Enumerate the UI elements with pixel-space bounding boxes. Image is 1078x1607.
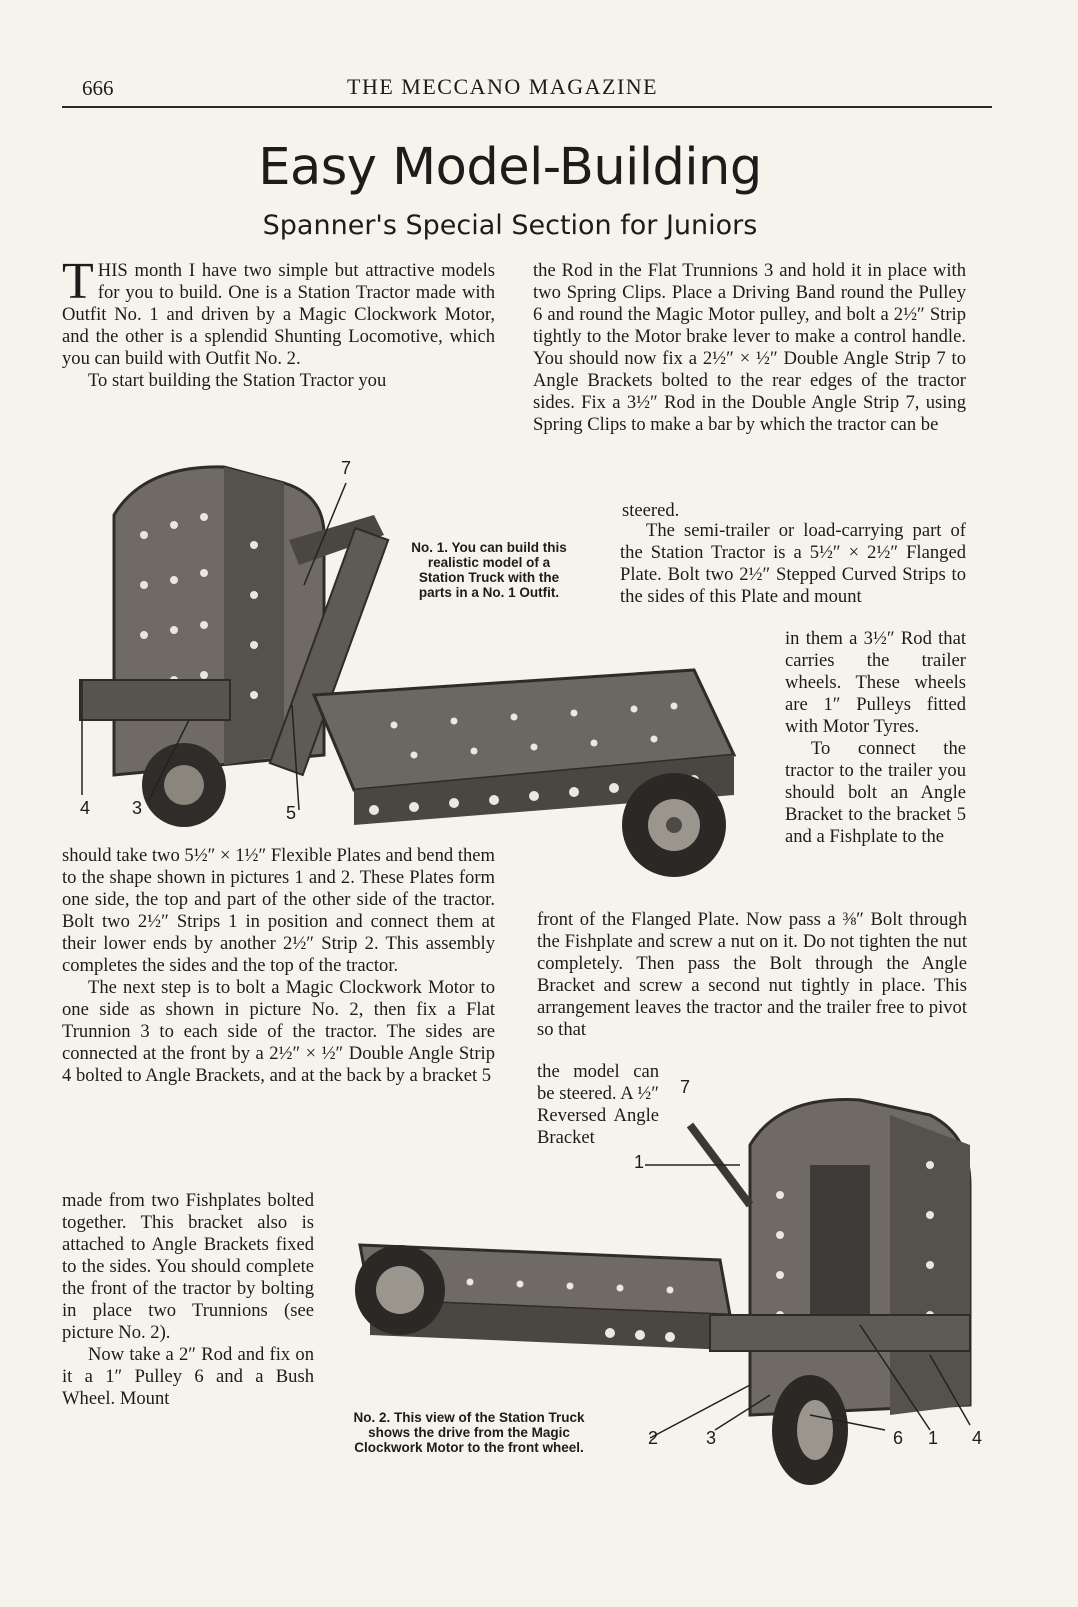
rod-pulley-text: Now take a 2″ Rod and fix on it a 1″ Pulley 6 and a Bush Wheel. Mount <box>62 1344 314 1409</box>
fig1-callout-4: 4 <box>80 798 91 818</box>
col1-top <box>62 253 495 392</box>
col2-bottom <box>537 909 967 1041</box>
figure-1-caption: No. 1. You can build this realistic model of a Station Truck with the parts in a No. 1 Outfit. <box>411 540 567 600</box>
trailer-wheels-text: in them a 3½″ Rod that carries the trailer wheels. These wheels are 1″ Pulleys fitted with Motor Tyres. <box>785 628 966 737</box>
article-subtitle: Spanner's Special Section for Juniors <box>262 210 758 241</box>
fig2-callout-2: 2 <box>648 1428 659 1448</box>
header-rule <box>62 106 992 108</box>
fig2-callout-6: 6 <box>893 1428 904 1448</box>
connect-text: To connect the tractor to the trailer you should bolt an Angle Bracket to the bracket 5 and a Fishplate to the <box>785 738 966 847</box>
rod-paragraph: the Rod in the Flat Trunnions 3 and hold it in place with two Spring Clips. Place a Driving Band round the Pulley 6 and round the Magic Motor pulley, and bolt a 2½″ Strip tightly to the Motor brake lever to make a control handle. You should now fix a 2½″ × ½″ Double Angle Strip 7 to Angle Brackets bolted to the rear edges of the tractor sides. Fix a 3½″ Rod in the Double Angle Strip 7, using Spring Clips to make a bar by which the tractor can be <box>533 260 966 435</box>
semi-trailer-text: The semi-trailer or load-carrying part of the Station Tractor is a 5½″ × 2½″ Flanged Plate. Bolt two 2½″ Stepped Curved Strips to the sides of this Plate and mount <box>620 520 966 607</box>
col2-top <box>533 260 966 436</box>
article-title: Easy Model-Building <box>258 138 762 197</box>
fig2-callout-3: 3 <box>706 1428 717 1448</box>
fig2-callout-1b: 1 <box>928 1428 939 1448</box>
col1-narrow <box>62 1190 314 1410</box>
motor-paragraph: The next step is to bolt a Magic Clockwork Motor to one side as shown in picture No. 2, then fix a Flat Trunnion 3 to each side of the tractor. The sides are connected at the front by a 2½″ × ½″ Double Angle Strip 4 bolted to Angle Brackets, and at the back by a bracket 5 <box>62 977 495 1086</box>
running-title: THE MECCANO MAGAZINE <box>347 74 659 99</box>
fig2-callout-1: 1 <box>634 1152 645 1172</box>
col1-mid <box>62 845 495 1087</box>
fig1-callout-5: 5 <box>286 803 297 823</box>
fishplates-text: made from two Fishplates bolted together. This bracket also is attached to Angle Brackets fixed to the sides. You should complete the front of the tractor by bolting in place two Trunnions (see picture No. 2). <box>62 1190 314 1343</box>
fig1-callout-7: 7 <box>341 458 352 478</box>
steered-line: steered. <box>622 500 680 521</box>
bolt-paragraph: front of the Flanged Plate. Now pass a ⅜″ Bolt through the Fishplate and screw a nut on it. Do not tighten the nut completely. Then pass the Bolt through the Angle Bracket and screw a second nut tightly in place. This arrangement leaves the tractor and the trailer free to pivot so that <box>537 909 967 1040</box>
figure-2-caption: No. 2. This view of the Station Truck shows the drive from the Magic Clockwork Motor to the front wheel. <box>353 1410 585 1455</box>
fig2-callout-7: 7 <box>680 1077 691 1097</box>
drop-cap: T <box>62 253 94 310</box>
reversed-bracket-text: the model can be steered. A ½″ Reversed Angle Bracket <box>537 1061 659 1148</box>
fig1-callout-3: 3 <box>132 798 143 818</box>
page-number: 666 <box>82 76 114 100</box>
fig2-callout-4: 4 <box>972 1428 983 1448</box>
start-paragraph: To start building the Station Tractor you <box>88 370 387 391</box>
figure-1-station-tractor <box>74 455 834 880</box>
flexible-plates-paragraph: should take two 5½″ × 1½″ Flexible Plates and bend them to the shape shown in pictures 1 and 2. These Plates form one side, the top and part of the other side of the tractor. Bolt two 2½″ Strips 1 in position and connect them at their lower ends by another 2½″ Strip 2. This assembly completes the sides and the top of the tractor. <box>62 845 495 976</box>
intro-paragraph: HIS month I have two simple but attractive models for you to build. One is a Station Tractor made with Outfit No. 1 and driven by a Magic Clockwork Motor, and the other is a splendid Shunting Locomotive, which you can build with Outfit No. 2. <box>62 260 495 369</box>
